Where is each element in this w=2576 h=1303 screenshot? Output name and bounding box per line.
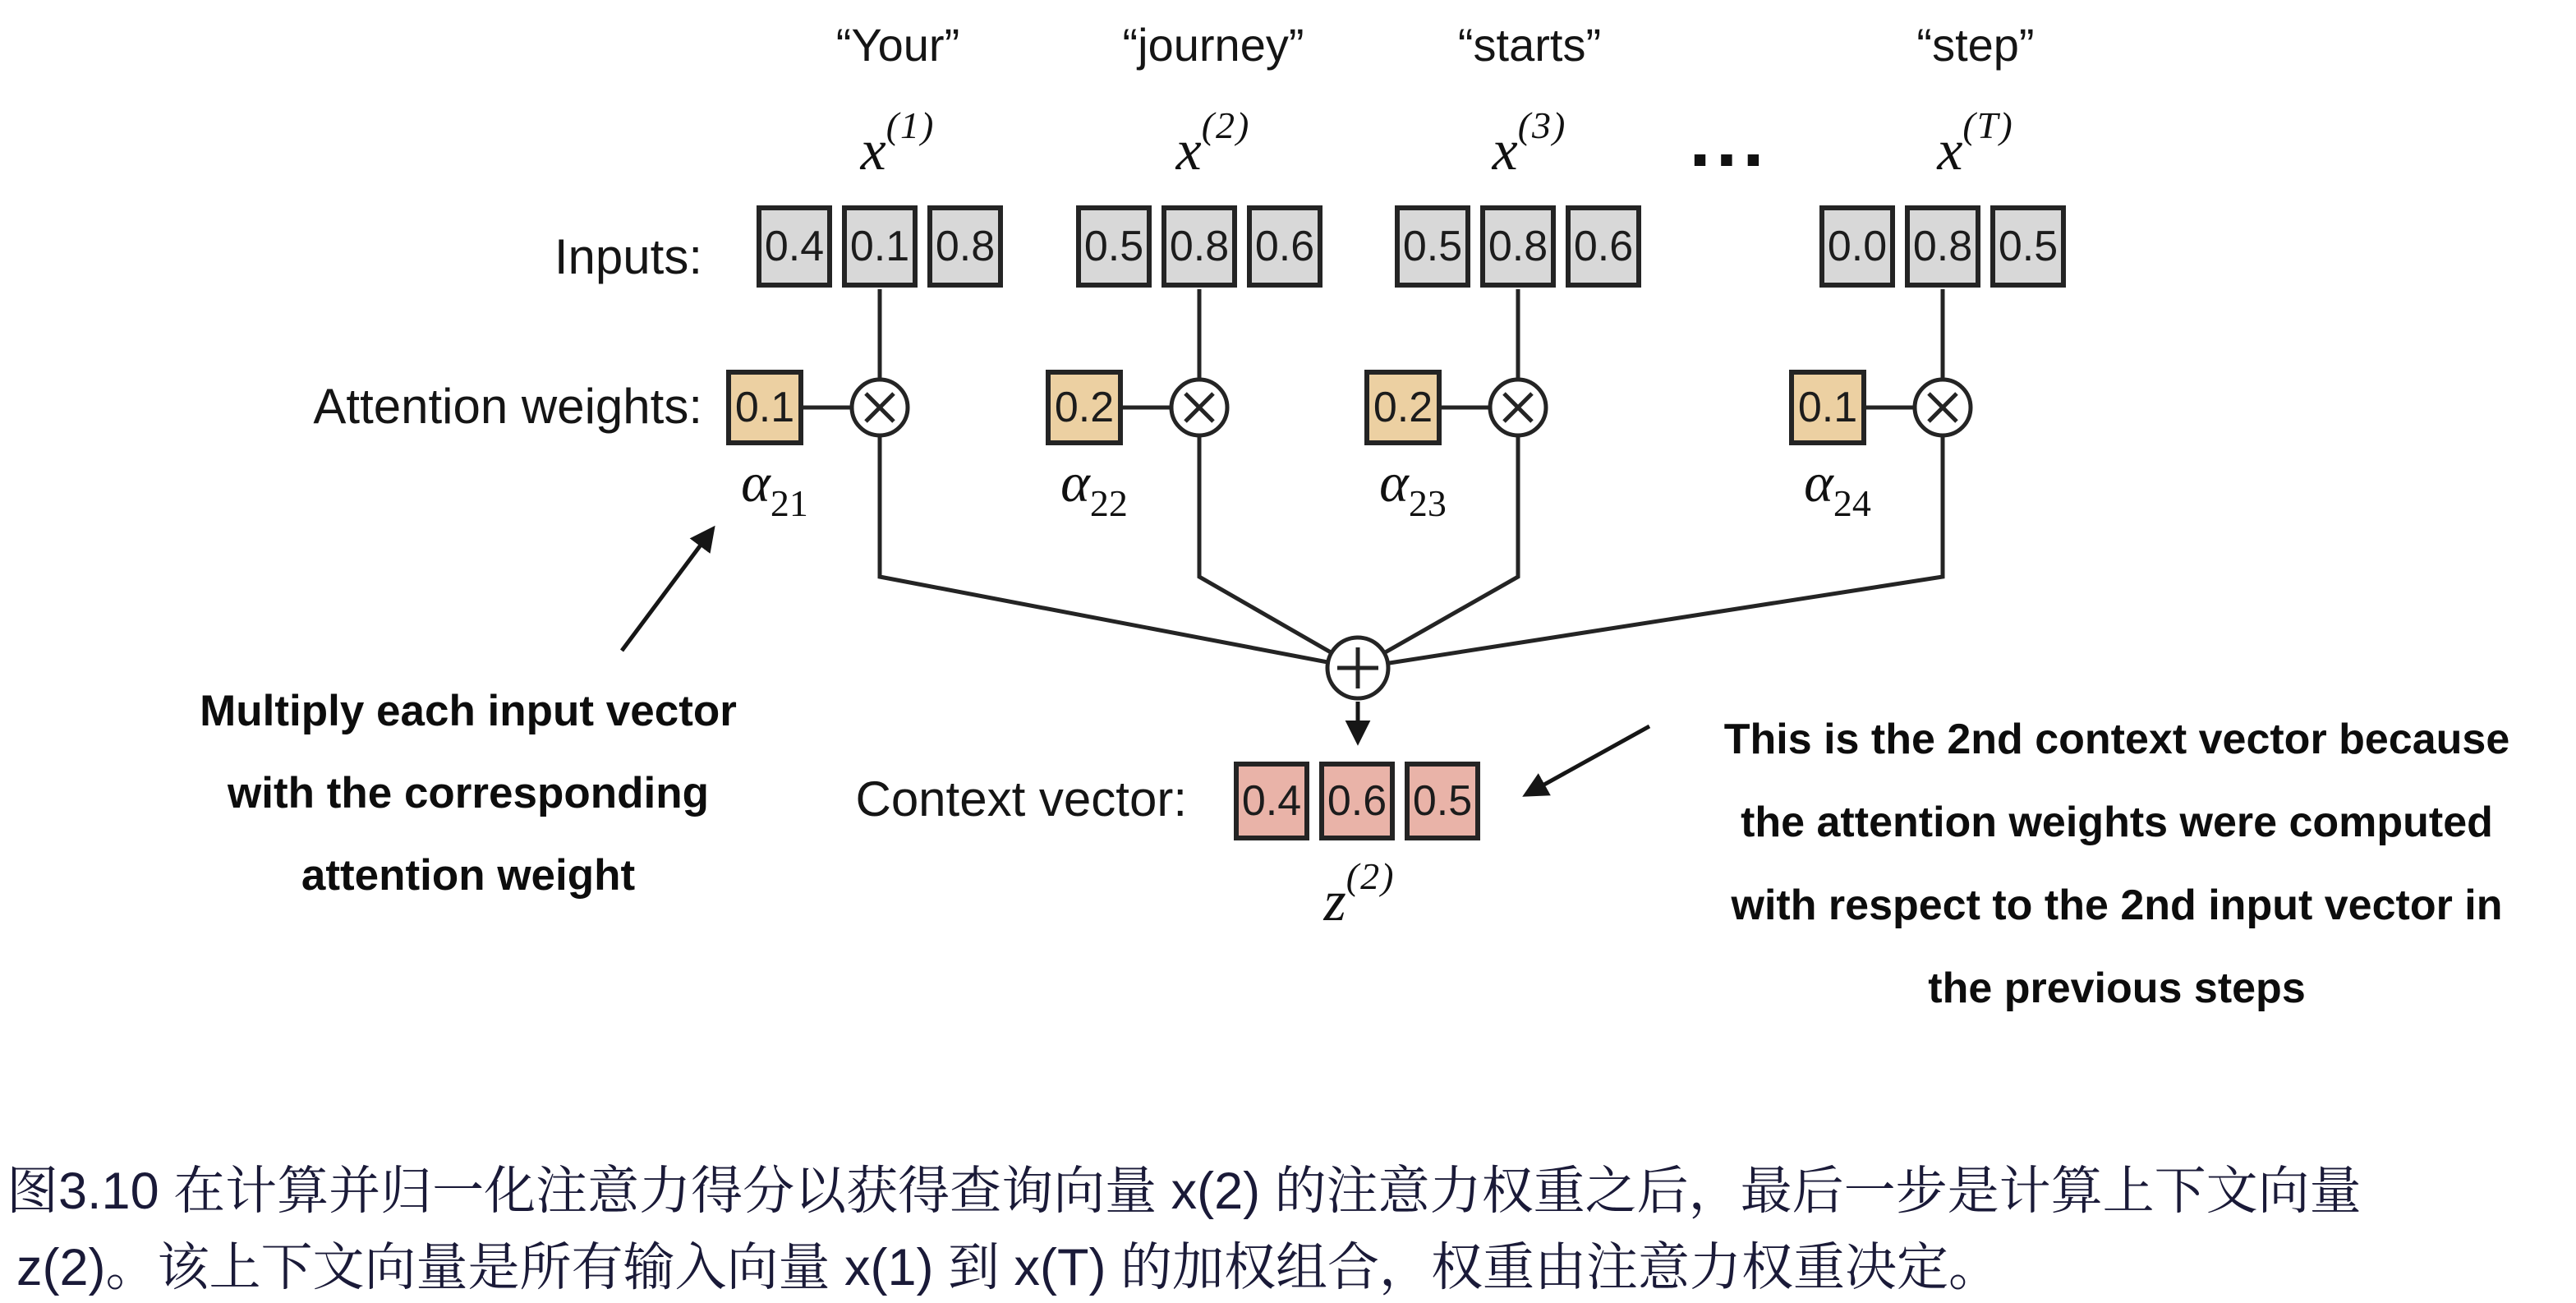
input-cell: 0.5 (1990, 205, 2066, 288)
annotation-left-line: Multiply each input vector (200, 687, 737, 735)
weight-cell: 0.1 (726, 370, 803, 445)
multiply-icon (1171, 380, 1227, 435)
input-symbol-xT: $x^{(T)}$ (1937, 104, 2014, 182)
input-vector-2 (1076, 205, 1322, 288)
input-symbol-x1: $x^{(1)}$ (860, 104, 936, 182)
attention-weight-1 (726, 370, 803, 445)
alpha-22-label: $\alpha_{22}$ (1060, 451, 1128, 524)
alpha-24-label: $\alpha_{24}$ (1804, 451, 1871, 524)
right-annotation-arrow (1528, 726, 1649, 794)
input-cell: 0.8 (1905, 205, 1980, 288)
weight-cell: 0.1 (1789, 370, 1866, 445)
ellipsis: ... (1689, 96, 1769, 183)
inputs-label: Inputs: (554, 229, 702, 284)
context-vector-label: Context vector: (855, 771, 1187, 826)
attention-weight-2 (1046, 370, 1123, 445)
multiply-icon (1490, 380, 1546, 435)
input-vector-3 (1395, 205, 1641, 288)
input-cell: 0.4 (757, 205, 832, 288)
context-vector (1234, 762, 1480, 840)
input-cell: 0.8 (927, 205, 1003, 288)
input-cell: 0.0 (1819, 205, 1895, 288)
line-multiply2-to-sum (1199, 435, 1358, 668)
input-cell: 0.6 (1566, 205, 1641, 288)
input-cell: 0.5 (1395, 205, 1470, 288)
annotation-left-line: attention weight (301, 851, 636, 900)
multiply-icon (852, 380, 908, 435)
context-cell: 0.5 (1405, 762, 1480, 840)
figure-caption (7, 1153, 2569, 1303)
input-cell: 0.6 (1247, 205, 1322, 288)
alpha-23-label: $\alpha_{23}$ (1379, 451, 1447, 524)
annotation-left (115, 670, 821, 917)
input-vector-1 (757, 205, 1003, 288)
token-word-4: “step” (1916, 19, 2035, 71)
context-symbol-z2: $z^{(2)}$ (1323, 855, 1396, 933)
token-word-2: “journey” (1122, 19, 1304, 71)
context-cell: 0.4 (1234, 762, 1309, 840)
input-cell: 0.8 (1480, 205, 1556, 288)
input-symbol-x3: $x^{(3)}$ (1492, 104, 1567, 182)
token-word-3: “starts” (1457, 19, 1602, 71)
annotation-right-line: This is the 2nd context vector because (1723, 716, 2510, 763)
left-annotation-arrow (622, 531, 711, 651)
input-cell: 0.5 (1076, 205, 1152, 288)
annotation-right-line: the attention weights were computed (1741, 799, 2493, 846)
input-symbol-x2: $x^{(2)}$ (1175, 104, 1251, 182)
sum-icon (1327, 638, 1388, 698)
weight-cell: 0.2 (1364, 370, 1442, 445)
annotation-right (1636, 698, 2576, 1030)
multiply-icon (1915, 380, 1971, 435)
context-cell: 0.6 (1319, 762, 1395, 840)
annotation-right-line: the previous steps (1928, 965, 2306, 1012)
annotation-right-line: with respect to the 2nd input vector in (1731, 882, 2503, 929)
input-vector-4 (1819, 205, 2066, 288)
attention-weight-4 (1789, 370, 1866, 445)
token-word-1: “Your” (835, 19, 960, 71)
attention-weights-label: Attention weights: (313, 379, 702, 434)
input-cell: 0.8 (1162, 205, 1237, 288)
input-cell: 0.1 (842, 205, 918, 288)
annotation-left-line: with the corresponding (228, 769, 709, 817)
caption-line-1: 图3.10 在计算并归一化注意力得分以获得查询向量 x(2) 的注意力权重之后，最后一步是计算上下文向量 (7, 1163, 2362, 1220)
attention-weight-3 (1364, 370, 1442, 445)
alpha-21-label: $\alpha_{21}$ (741, 451, 808, 524)
caption-line-2: z(2)。该上下文向量是所有输入向量 x(1) 到 x(T) 的加权组合，权重由注意力权重决定。 (16, 1239, 2000, 1296)
weight-cell: 0.2 (1046, 370, 1123, 445)
